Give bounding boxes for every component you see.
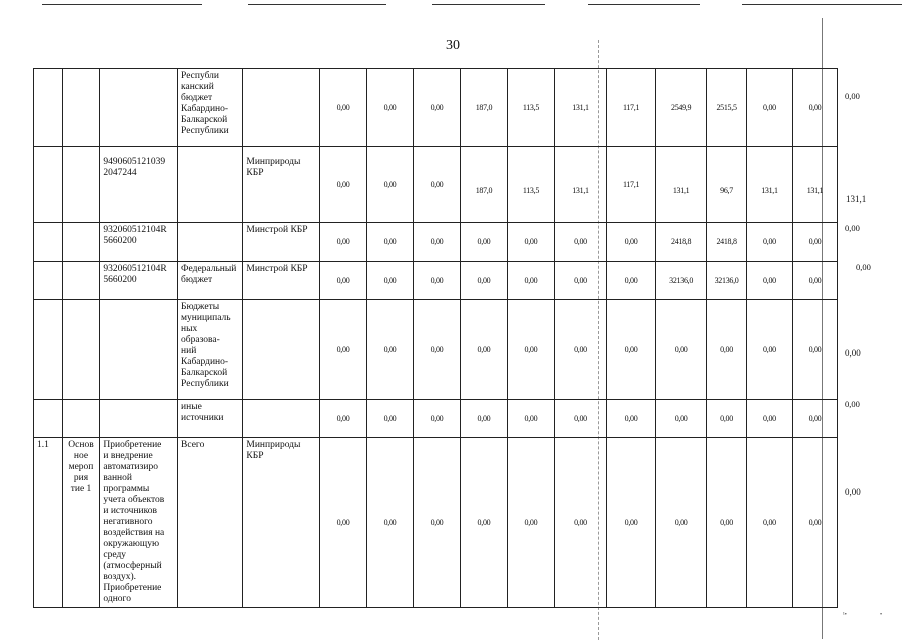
table-row: [34, 262, 838, 300]
cell-value: 0,00: [460, 223, 507, 262]
cell-value: 0,00: [746, 223, 792, 262]
cell-value: 187,0: [460, 147, 507, 223]
header-rule-5: [742, 4, 902, 5]
cell-value: 0,00: [367, 262, 414, 300]
cell-code: Приобретение и внедрение автоматизиро ванной программы учета объектов и источников негативного воздействия на окружающую среду (атмосферный воздух). Приобретение одного: [100, 438, 178, 608]
cell-value: 117,1: [607, 147, 656, 223]
cell-value: 0,00: [320, 300, 367, 400]
scan-mark: ¹•: [843, 612, 847, 618]
cell-value: 0,00: [656, 300, 707, 400]
cell-source: [178, 147, 243, 223]
cell-value: 0,00: [320, 400, 367, 438]
cell-value: 113,5: [507, 147, 554, 223]
cell-source: Федеральный бюджет: [178, 262, 243, 300]
cell-code: [100, 300, 178, 400]
cell-value: 0,00: [792, 262, 837, 300]
last-col-value: 131,1: [846, 194, 867, 204]
cell-value: 0,00: [607, 438, 656, 608]
cell-value: 131,1: [554, 147, 606, 223]
table-row: [34, 400, 838, 438]
cell-value: 0,00: [320, 69, 367, 147]
cell-value: 96,7: [707, 147, 747, 223]
cell-value: 0,00: [792, 300, 837, 400]
cell-value: 0,00: [320, 223, 367, 262]
cell-value: 117,1: [607, 69, 656, 147]
cell-value: 0,00: [460, 262, 507, 300]
last-col-value: 0,00: [856, 262, 871, 272]
last-col-value: 0,00: [845, 91, 860, 101]
cell-index: [34, 223, 63, 262]
table-row: [34, 438, 838, 608]
cell-index: 1.1: [34, 438, 63, 608]
cell-status: [62, 147, 100, 223]
header-rule-2: [248, 4, 386, 5]
cell-code: [100, 69, 178, 147]
table-row: [34, 300, 838, 400]
header-rule-4: [588, 4, 700, 5]
cell-value: 131,1: [656, 147, 707, 223]
cell-value: 2418,8: [656, 223, 707, 262]
cell-value: 0,00: [607, 400, 656, 438]
cell-status: [62, 262, 100, 300]
cell-code: 932060512104R 5660200: [100, 223, 178, 262]
cell-value: 0,00: [607, 300, 656, 400]
cell-status: [62, 69, 100, 147]
cell-value: 0,00: [367, 300, 414, 400]
cell-value: 0,00: [413, 69, 460, 147]
cell-value: 0,00: [460, 400, 507, 438]
header-rule-3: [432, 4, 545, 5]
cell-value: 0,00: [413, 438, 460, 608]
cell-executor: Минстрой КБР: [243, 262, 320, 300]
cell-value: 131,1: [746, 147, 792, 223]
scan-mark: •: [880, 612, 883, 618]
last-col-value: 0,00: [845, 487, 861, 497]
cell-source: [178, 223, 243, 262]
cell-index: [34, 262, 63, 300]
cell-value: 0,00: [746, 438, 792, 608]
cell-value: 0,00: [792, 69, 837, 147]
cell-value: 0,00: [367, 147, 414, 223]
cell-value: 0,00: [554, 223, 606, 262]
cell-source: Бюджеты муниципаль ных образова- ний Кабардино- Балкарской Республики: [178, 300, 243, 400]
cell-executor: Минстрой КБР: [243, 223, 320, 262]
cell-value: 0,00: [554, 400, 606, 438]
cell-index: [34, 400, 63, 438]
cell-source: Республи канский бюджет Кабардино- Балкарской Республики: [178, 69, 243, 147]
cell-executor: Минприроды КБР: [243, 438, 320, 608]
cell-value: 0,00: [656, 438, 707, 608]
cell-value: 0,00: [554, 300, 606, 400]
cell-value: 0,00: [507, 300, 554, 400]
cell-value: 2515,5: [707, 69, 747, 147]
cell-value: 0,00: [320, 147, 367, 223]
header-rule-1: [42, 4, 202, 5]
cell-value: 0,00: [413, 147, 460, 223]
cell-executor: [243, 300, 320, 400]
cell-code: [100, 400, 178, 438]
cell-value: 0,00: [367, 438, 414, 608]
cell-source: иные источники: [178, 400, 243, 438]
cell-index: [34, 300, 63, 400]
last-col-value: 0,00: [845, 348, 861, 358]
cell-value: 0,00: [707, 438, 747, 608]
cell-value: 0,00: [507, 400, 554, 438]
cell-index: [34, 69, 63, 147]
cell-value: 0,00: [367, 223, 414, 262]
page-number: 30: [446, 38, 460, 53]
cell-value: 0,00: [554, 262, 606, 300]
cell-value: 0,00: [746, 262, 792, 300]
cell-value: 0,00: [507, 223, 554, 262]
cell-value: 0,00: [792, 400, 837, 438]
last-col-value: 0,00: [845, 223, 860, 233]
cell-value: 0,00: [413, 400, 460, 438]
cell-value: 0,00: [656, 400, 707, 438]
cell-value: 2549,9: [656, 69, 707, 147]
cell-value: 0,00: [413, 223, 460, 262]
cell-value: 0,00: [554, 438, 606, 608]
cell-value: 187,0: [460, 69, 507, 147]
cell-value: 0,00: [792, 438, 837, 608]
cell-status: [62, 300, 100, 400]
cell-value: 0,00: [367, 69, 414, 147]
cell-status: [62, 223, 100, 262]
last-col-value: 0,00: [845, 399, 860, 409]
table-row: [34, 223, 838, 262]
cell-index: [34, 147, 63, 223]
cell-value: 32136,0: [707, 262, 747, 300]
cell-value: 0,00: [607, 223, 656, 262]
cell-value: 0,00: [413, 262, 460, 300]
table-row: [34, 69, 838, 147]
budget-table: [33, 68, 838, 608]
cell-value: 0,00: [460, 300, 507, 400]
cell-value: 131,1: [792, 147, 837, 223]
cell-value: 131,1: [554, 69, 606, 147]
cell-executor: Минприроды КБР: [243, 147, 320, 223]
cell-value: 0,00: [707, 300, 747, 400]
cell-value: 0,00: [367, 400, 414, 438]
cell-code: 9490605121039 2047244: [100, 147, 178, 223]
cell-status: Основ ное мероп рия тие 1: [62, 438, 100, 608]
cell-value: 0,00: [320, 262, 367, 300]
cell-value: 0,00: [746, 400, 792, 438]
cell-value: 0,00: [707, 400, 747, 438]
cell-source: Всего: [178, 438, 243, 608]
cell-executor: [243, 69, 320, 147]
cell-value: 0,00: [507, 262, 554, 300]
cell-value: 0,00: [460, 438, 507, 608]
cell-code: 932060512104R 5660200: [100, 262, 178, 300]
cell-value: 2418,8: [707, 223, 747, 262]
cell-value: 0,00: [413, 300, 460, 400]
cell-value: 32136,0: [656, 262, 707, 300]
cell-value: 0,00: [320, 438, 367, 608]
cell-value: 0,00: [507, 438, 554, 608]
cell-value: 0,00: [746, 69, 792, 147]
cell-value: 0,00: [792, 223, 837, 262]
cell-status: [62, 400, 100, 438]
cell-value: 0,00: [746, 300, 792, 400]
cell-value: 113,5: [507, 69, 554, 147]
table-row: [34, 147, 838, 223]
cell-value: 0,00: [607, 262, 656, 300]
cell-executor: [243, 400, 320, 438]
